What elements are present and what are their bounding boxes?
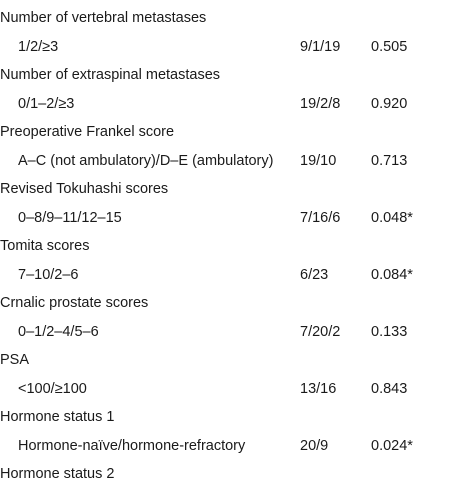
p-value: 0.048* [371,209,413,226]
category-label: 1/2/≥3 [18,38,59,55]
p-value: 0.920 [371,95,408,112]
p-value: 0.843 [371,380,408,397]
table-row-header [0,175,474,204]
table-row [0,318,474,347]
p-value: 0.713 [371,152,408,169]
variable-label: Hormone status 1 [0,409,115,425]
table-row [0,90,474,119]
count-value: 13/16 [300,380,337,397]
table-row [0,261,474,290]
count-value: 7/20/2 [300,323,341,340]
count-value: 9/1/19 [300,38,341,55]
p-value: 0.024* [371,437,413,454]
p-value: 0.133 [371,323,408,340]
variable-label: Preoperative Frankel score [0,124,175,140]
count-value: 19/10 [300,152,337,169]
table-row-header [0,289,474,318]
table-row-header [0,4,474,33]
count-value: 6/23 [300,266,329,283]
category-label: A–C (not ambulatory)/D–E (ambulatory) [18,152,274,169]
count-value: 19/2/8 [300,95,341,112]
table-row [0,147,474,176]
variable-label: Hormone status 2 [0,466,115,482]
variable-label: Crnalic prostate scores [0,295,149,311]
category-label: 7–10/2–6 [18,266,79,283]
table-row-header [0,346,474,375]
variable-label: Revised Tokuhashi scores [0,181,169,197]
table-row-header [0,460,474,489]
table-row [0,33,474,62]
data-table [0,4,474,489]
p-value: 0.505 [371,38,408,55]
table-row [0,432,474,461]
table-row-header [0,403,474,432]
table-row [0,204,474,233]
p-value: 0.084* [371,266,413,283]
table-row-header [0,118,474,147]
table-row-header [0,61,474,90]
category-label: 0–1/2–4/5–6 [18,323,99,340]
category-label: 0/1–2/≥3 [18,95,75,112]
variable-label: PSA [0,352,30,368]
variable-label: Number of extraspinal metastases [0,67,221,83]
variable-label: Number of vertebral metastases [0,10,207,26]
table-row-header [0,232,474,261]
variable-label: Tomita scores [0,238,90,254]
count-value: 7/16/6 [300,209,341,226]
category-label: 0–8/9–11/12–15 [18,209,122,226]
category-label: <100/≥100 [18,380,87,397]
count-value: 20/9 [300,437,329,454]
category-label: Hormone-naïve/hormone-refractory [18,437,246,454]
table-row [0,375,474,404]
